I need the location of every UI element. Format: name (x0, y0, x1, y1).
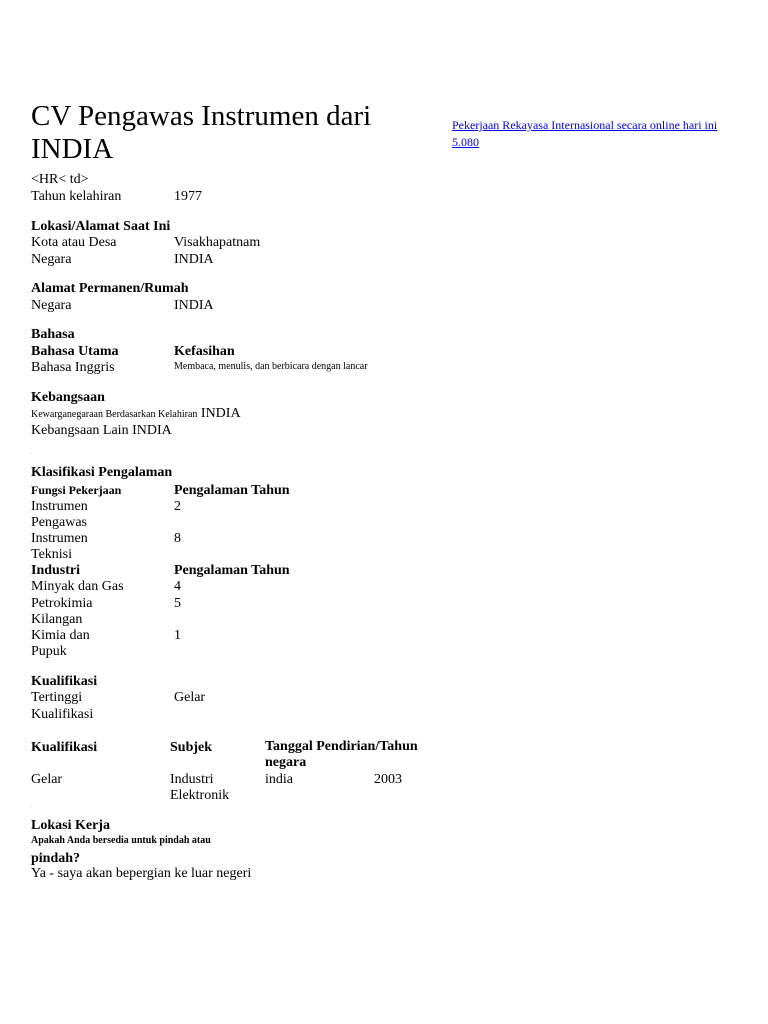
birth-year-value: 1977 (174, 189, 202, 204)
language-heading: Bahasa (31, 327, 75, 342)
relocation-question-line1: Apakah Anda bersedia untuk pindah atau (31, 835, 211, 846)
qual-row-country: india (265, 772, 293, 787)
primary-language-header: Bahasa Utama (31, 344, 119, 359)
job-function-1-line1: Instrumen (31, 499, 88, 514)
country-value: INDIA (174, 252, 214, 267)
primary-language-value: Bahasa Inggris (31, 360, 115, 375)
industry-2-line2: Kilangan (31, 612, 83, 627)
job-function-2-line1: Instrumen (31, 531, 88, 546)
current-location-heading: Lokasi/Alamat Saat Ini (31, 219, 171, 234)
industry-3-years: 1 (174, 628, 181, 643)
page-title: CV Pengawas Instrumen dari INDIA (31, 100, 372, 165)
highest-qualification-label-line2: Kualifikasi (31, 707, 94, 722)
permanent-address-heading: Alamat Permanen/Rumah (31, 281, 189, 296)
hr-text: <HR< td> (31, 172, 89, 187)
qual-table-header-qualification: Kualifikasi (31, 740, 98, 755)
qualification-heading: Kualifikasi (31, 674, 98, 689)
fluency-header: Kefasihan (174, 344, 235, 359)
industry-2-line1: Petrokimia (31, 596, 93, 611)
industry-2-years: 5 (174, 596, 181, 611)
sidebar-jobs-link[interactable] (452, 117, 732, 151)
highest-qualification-value: Gelar (174, 690, 206, 705)
city-value: Visakhapatnam (174, 235, 261, 250)
experience-heading: Klasifikasi Pengalaman (31, 465, 173, 480)
qual-table-header-date-country-line2: negara (265, 755, 307, 770)
job-function-1-line2: Pengawas (31, 515, 87, 530)
nationality-by-birth-row (31, 406, 241, 422)
job-function-1-years: 2 (174, 499, 181, 514)
sidebar-link-count: 5.080 (452, 135, 479, 149)
job-function-2-line2: Teknisi (31, 547, 73, 562)
fluency-value: Membaca, menulis, dan berbicara dengan lancar (174, 361, 368, 372)
industry-1-line1: Minyak dan Gas (31, 579, 124, 594)
qual-row-subject-line1: Industri (170, 772, 214, 787)
city-label: Kota atau Desa (31, 235, 117, 250)
industry-years-header: Pengalaman Tahun (174, 563, 290, 578)
nationality-by-birth-value: INDIA (200, 406, 241, 421)
nationality-heading: Kebangsaan (31, 390, 105, 405)
qual-table-header-date-country-line1: Tanggal Pendirian/Tahun (265, 739, 418, 754)
permanent-country-label: Negara (31, 298, 72, 313)
separator-dot: . (31, 450, 33, 456)
highest-qualification-label-line1: Tertinggi (31, 690, 83, 705)
qual-table-header-subject: Subjek (170, 740, 213, 755)
other-nationality: Kebangsaan Lain INDIA (31, 423, 172, 438)
qual-row-subject-line2: Elektronik (170, 788, 230, 803)
qual-row-year: 2003 (374, 772, 402, 787)
industry-header: Industri (31, 563, 81, 578)
permanent-country-value: INDIA (174, 298, 214, 313)
qual-row-qualification: Gelar (31, 772, 63, 787)
job-function-2-years: 8 (174, 531, 181, 546)
nationality-by-birth-label: Kewarganegaraan Berdasarkan Kelahiran (31, 409, 198, 420)
separator-dot-2: . (31, 803, 33, 809)
relocation-question-line2: pindah? (31, 851, 81, 866)
job-function-header: Fungsi Pekerjaan (31, 483, 122, 497)
work-location-heading: Lokasi Kerja (31, 818, 110, 833)
industry-3-line1: Kimia dan (31, 628, 90, 643)
sidebar-link-text: Pekerjaan Rekayasa Internasional secara online hari ini (452, 118, 718, 132)
country-label: Negara (31, 252, 72, 267)
industry-3-line2: Pupuk (31, 644, 67, 659)
job-years-header: Pengalaman Tahun (174, 483, 290, 498)
relocation-answer: Ya - saya akan bepergian ke luar negeri (31, 866, 252, 881)
industry-1-years: 4 (174, 579, 181, 594)
birth-year-label: Tahun kelahiran (31, 189, 122, 204)
